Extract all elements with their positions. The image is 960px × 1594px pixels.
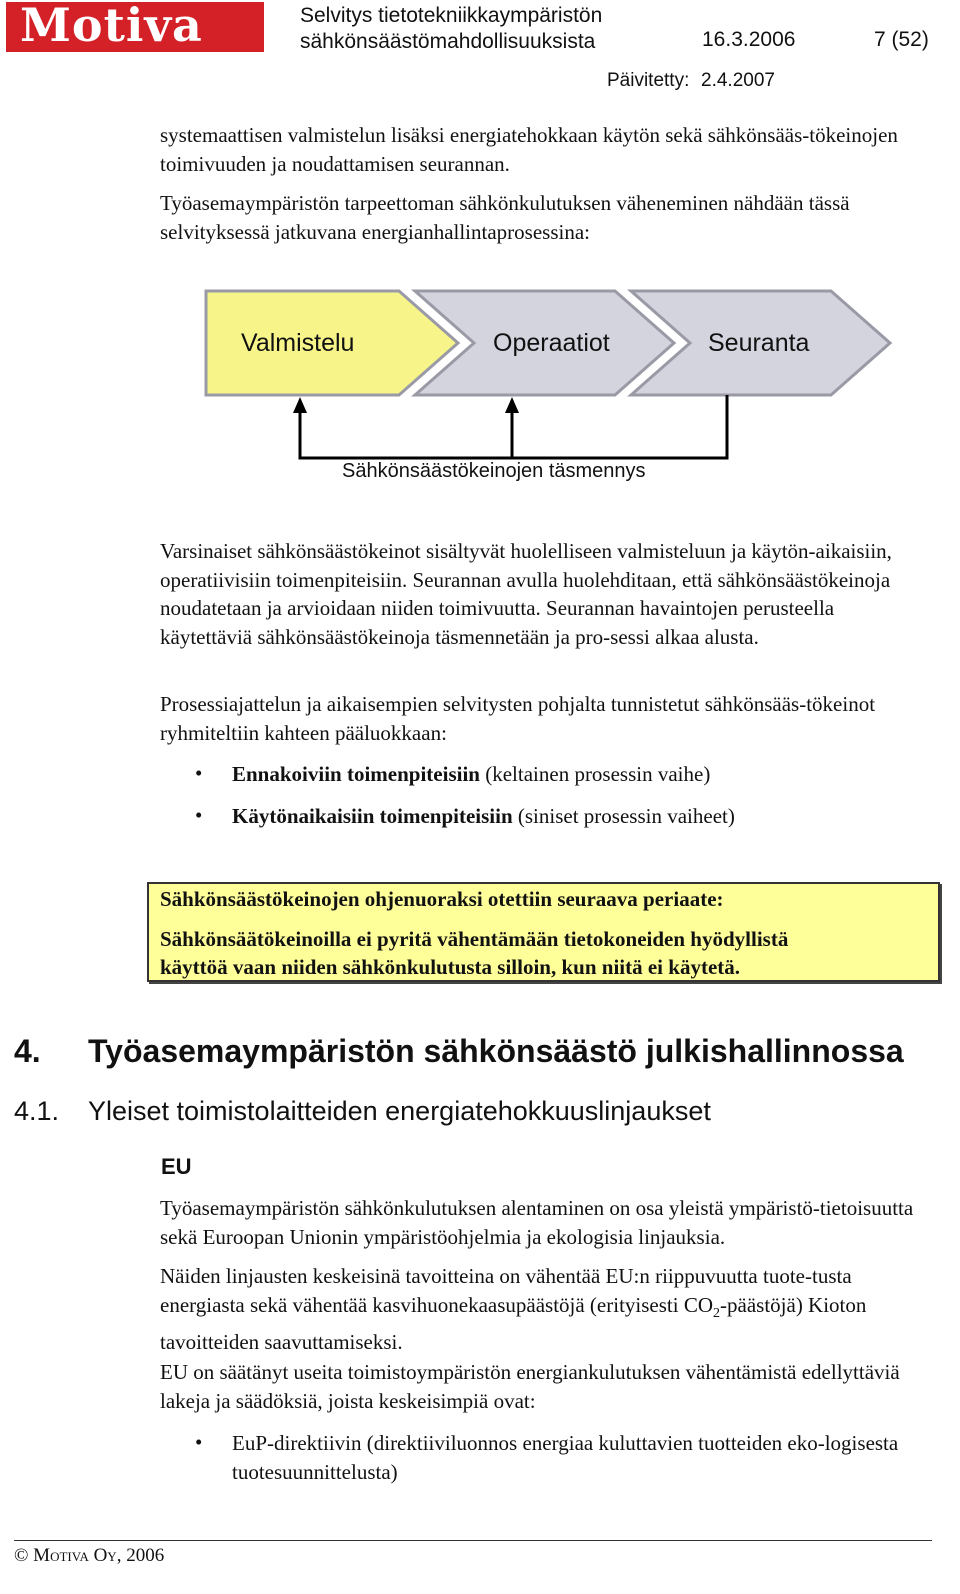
motiva-logo (6, 2, 264, 52)
stage-label-seuranta: Seuranta (708, 329, 810, 357)
bullet-item-eup-directive: EuP-direktiivin (direktiiviluonnos energiaa kuluttavien tuotteiden eko-logisesta tuotesuunnittelusta) (232, 1431, 899, 1484)
feedback-arrow-2-icon (505, 397, 519, 413)
doc-title-line1: Selvitys tietotekniikkaympäristön (300, 4, 603, 27)
bullet-dot: • (195, 803, 203, 827)
feedback-label: Sähkönsäästökeinojen täsmennys (342, 460, 646, 482)
intro-paragraph-2: Työasemaympäristön tarpeettoman sähkönkulutuksen väheneminen nähdään tässä selvityksessä jatkuvana energianhallintaprosessina: (160, 191, 850, 244)
principle-heading: Sähkönsäästökeinojen ohjenuoraksi otettiin seuraava periaate: (160, 887, 724, 911)
principle-line-1: Sähkönsäätökeinoilla ei pyritä vähentämään tietokoneiden hyödyllistä (160, 927, 789, 951)
principle-line-2: käyttöä vaan niiden sähkönkulutusta silloin, kun niitä ei käytetä. (160, 955, 741, 979)
bullet-item-kaytonaikaiset: Käytönaikaisiin toimenpiteisiin (siniset prosessin vaiheet) (232, 804, 735, 828)
eu-heading: EU (161, 1154, 192, 1179)
page-number: 7 (52) (874, 28, 929, 51)
updated-date: 2.4.2007 (701, 70, 775, 91)
logo-text: Motiva (20, 0, 203, 52)
feedback-arrow-1-icon (293, 397, 307, 413)
bullet-dot: • (195, 1430, 203, 1454)
body-paragraph-4: Prosessiajattelun ja aikaisempien selvitysten pohjalta tunnistetut sähkönsääs-tökeinot ryhmiteltiin kahteen pääluokkaan: (160, 692, 876, 745)
body-paragraph-3: Varsinaiset sähkönsäästökeinot sisältyvät huolelliseen valmisteluun ja käytön-aikaisiin, operatiivisiin toimenpiteisiin. Seurannan avulla huolehditaan, että sähkönsäästökeinoja noudatetaan ja arvioidaan niiden toimivuutta. Seurannan havaintojen perusteella käytettäviä sähkönsäästökeinoja täsmennetään ja pro-sessi alkaa alusta. (160, 539, 892, 649)
footer-copyright: © Motiva Oy, 2006 (14, 1545, 165, 1566)
subsection-number: 4.1. (14, 1096, 60, 1126)
footer-divider (14, 1540, 932, 1541)
doc-title-line2: sähkönsäästömahdollisuuksista (300, 30, 596, 53)
section-title: Työasemaympäristön sähkönsäästö julkishallinnossa (88, 1033, 904, 1069)
bullet-dot: • (195, 761, 203, 785)
intro-paragraph-1: systemaattisen valmistelun lisäksi energiatehokkaan käytön sekä sähkönsääs-tökeinojen toimivuuden ja noudattamisen seurannan. (160, 123, 898, 176)
section-number: 4. (14, 1033, 41, 1069)
doc-date: 16.3.2006 (702, 28, 796, 51)
updated-label: Päivitetty: (607, 70, 690, 91)
eu-paragraph-1: Työasemaympäristön sähkönkulutuksen alentaminen on osa yleistä ympäristö-tietoisuutta sekä Euroopan Unionin ympäristöohjelmia ja ekologisia linjauksia. (160, 1196, 914, 1249)
subsection-title: Yleiset toimistolaitteiden energiatehokkuuslinjaukset (88, 1096, 711, 1126)
stage-label-operaatiot: Operaatiot (493, 329, 610, 357)
eu-paragraph-2: Näiden linjausten keskeisinä tavoitteina on vähentää EU:n riippuvuutta tuote-tusta energiasta sekä vähentää kasvihuonekaasupäästöjä (erityisesti $CO_2-päästöjä$) Kioton tavoitteiden saavuttamiseksi. (160, 1264, 867, 1355)
eu-paragraph-3: EU on säätänyt useita toimistoympäristön energiankulutuksen vähentämistä edellyttäviä lakeja ja säädöksiä, joista keskeisimpiä ovat: (160, 1360, 900, 1413)
stage-label-valmistelu: Valmistelu (241, 329, 355, 357)
bullet-item-ennakoivat: Ennakoiviin toimenpiteisiin (keltainen prosessin vaihe) (232, 762, 711, 786)
